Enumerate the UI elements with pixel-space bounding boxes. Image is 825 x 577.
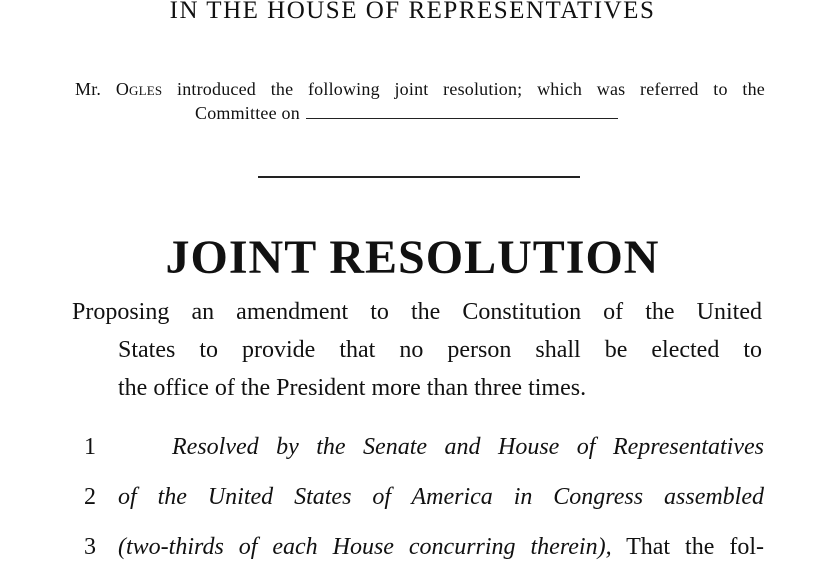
introduction-text: introduced the following joint resolution; which was referred to the xyxy=(177,79,765,99)
numbered-line xyxy=(0,527,825,577)
line-italic-text: of the United States of America in Congress assembled xyxy=(118,484,764,510)
purpose-paragraph xyxy=(72,293,762,407)
introduction-line-1 xyxy=(75,77,765,101)
introduction-line-2 xyxy=(75,101,765,125)
resolution-body xyxy=(0,427,825,577)
separator-rule xyxy=(258,176,580,178)
chamber-heading: IN THE HOUSE OF REPRESENTATIVES xyxy=(169,0,656,24)
sponsor-name: Ogles xyxy=(115,79,163,99)
line-number: 1 xyxy=(84,434,96,460)
numbered-line xyxy=(0,427,825,477)
line-italic-text: Resolved by the Senate and House of Representatives xyxy=(172,434,764,460)
sponsor-prefix: Mr. xyxy=(75,79,102,99)
numbered-line xyxy=(0,477,825,527)
line-number: 2 xyxy=(84,484,96,510)
line-italic-text: (two-thirds of each House concurring therein), xyxy=(118,534,612,560)
purpose-line-1: Proposing an amendment to the Constitution of the United xyxy=(72,299,762,325)
line-text xyxy=(118,527,764,567)
purpose-line-3: the office of the President more than three times. xyxy=(118,375,587,401)
document-title: JOINT RESOLUTION xyxy=(165,231,660,284)
line-text xyxy=(172,427,764,467)
line-number: 3 xyxy=(84,534,96,560)
line-text xyxy=(118,477,764,517)
introduction-paragraph xyxy=(75,77,765,125)
purpose-line-2: States to provide that no person shall be elected to xyxy=(118,337,762,363)
committee-blank-line xyxy=(306,102,618,119)
line-plain-text: That the fol- xyxy=(611,534,764,560)
committee-label: Committee on xyxy=(195,103,300,123)
